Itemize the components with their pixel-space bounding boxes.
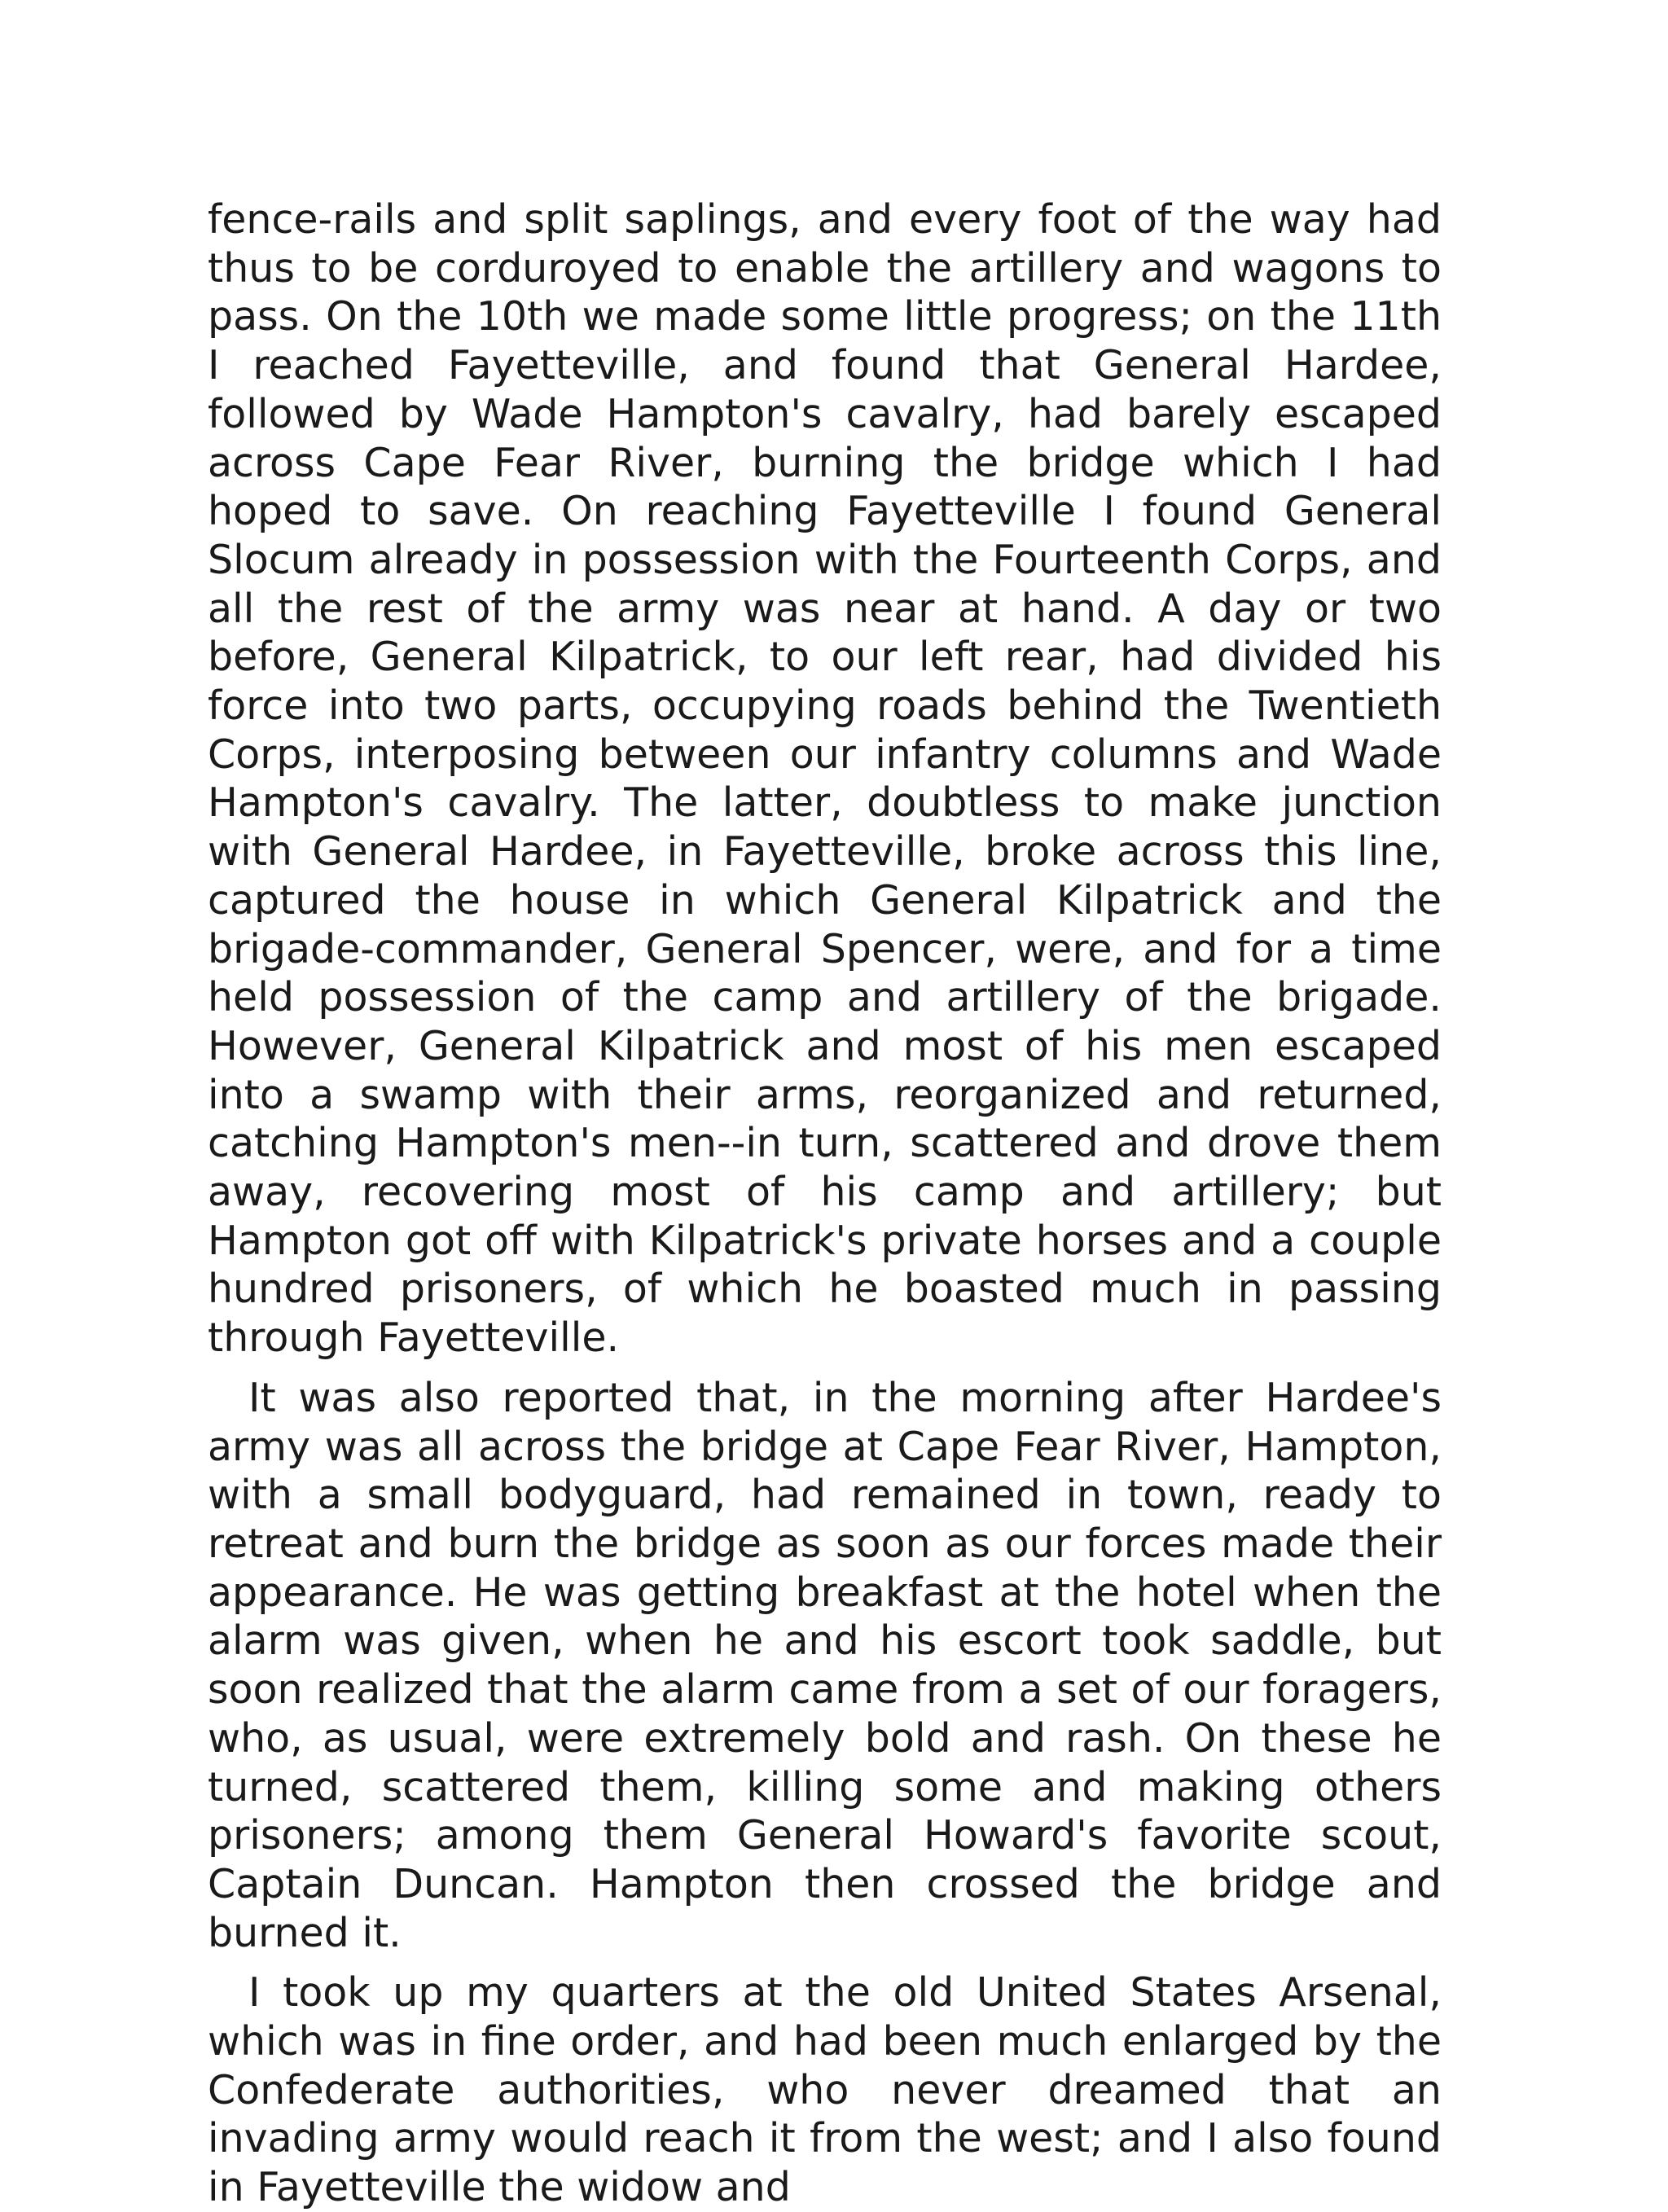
paragraph-hampton-report: It was also reported that, in the morning after Hardee's army was all across the bridge at Cape Fear River, Hampton, with a small bodyguard, had remained in town, ready to retreat and burn the bridge as soon as our forces made their appearance. He was getting breakfast at the hotel when the alarm was given, when he and his escort took saddle, but soon realized that the alarm came from a set of our foragers, who, as usual, were extremely bold and rash. On these he turned, scattered them, killing some and making others prisoners; among them General Howard's favorite scout, Captain Duncan. Hampton then crossed the bridge and burned it. [208, 1374, 1442, 1956]
paragraph-arsenal-quarters: I took up my quarters at the old United States Arsenal, which was in fine order, and had been much enlarged by the Confederate authorities, who never dreamed that an invading army would reach it from the west; and I also found in Fayetteville the widow and [208, 1969, 1442, 2211]
paragraph-continued: fence-rails and split saplings, and every foot of the way had thus to be corduroyed to enable the artillery and wagons to pass. On the 10th we made some little progress; on the 11th I reached Fayetteville, and found that General Hardee, followed by Wade Hampton's cavalry, had barely escaped across Cape Fear River, burning the bridge which I had hoped to save. On reaching Fayetteville I found General Slocum already in possession with the Fourteenth Corps, and all the rest of the army was near at hand. A day or two before, General Kilpatrick, to our left rear, had divided his force into two parts, occupying roads behind the Twentieth Corps, interposing between our infantry columns and Wade Hampton's cavalry. The latter, doubtless to make junction with General Hardee, in Fayetteville, broke across this line, captured the house in which General Kilpatrick and the brigade-commander, General Spencer, were, and for a time held possession of the camp and artillery of the brigade. However, General Kilpatrick and most of his men escaped into a swamp with their arms, reorganized and returned, catching Hampton's men--in turn, scattered and drove them away, recovering most of his camp and artillery; but Hampton got off with Kilpatrick's private horses and a couple hundred prisoners, of which he boasted much in passing through Fayetteville. [208, 196, 1442, 1362]
document-page [208, 195, 1442, 2212]
